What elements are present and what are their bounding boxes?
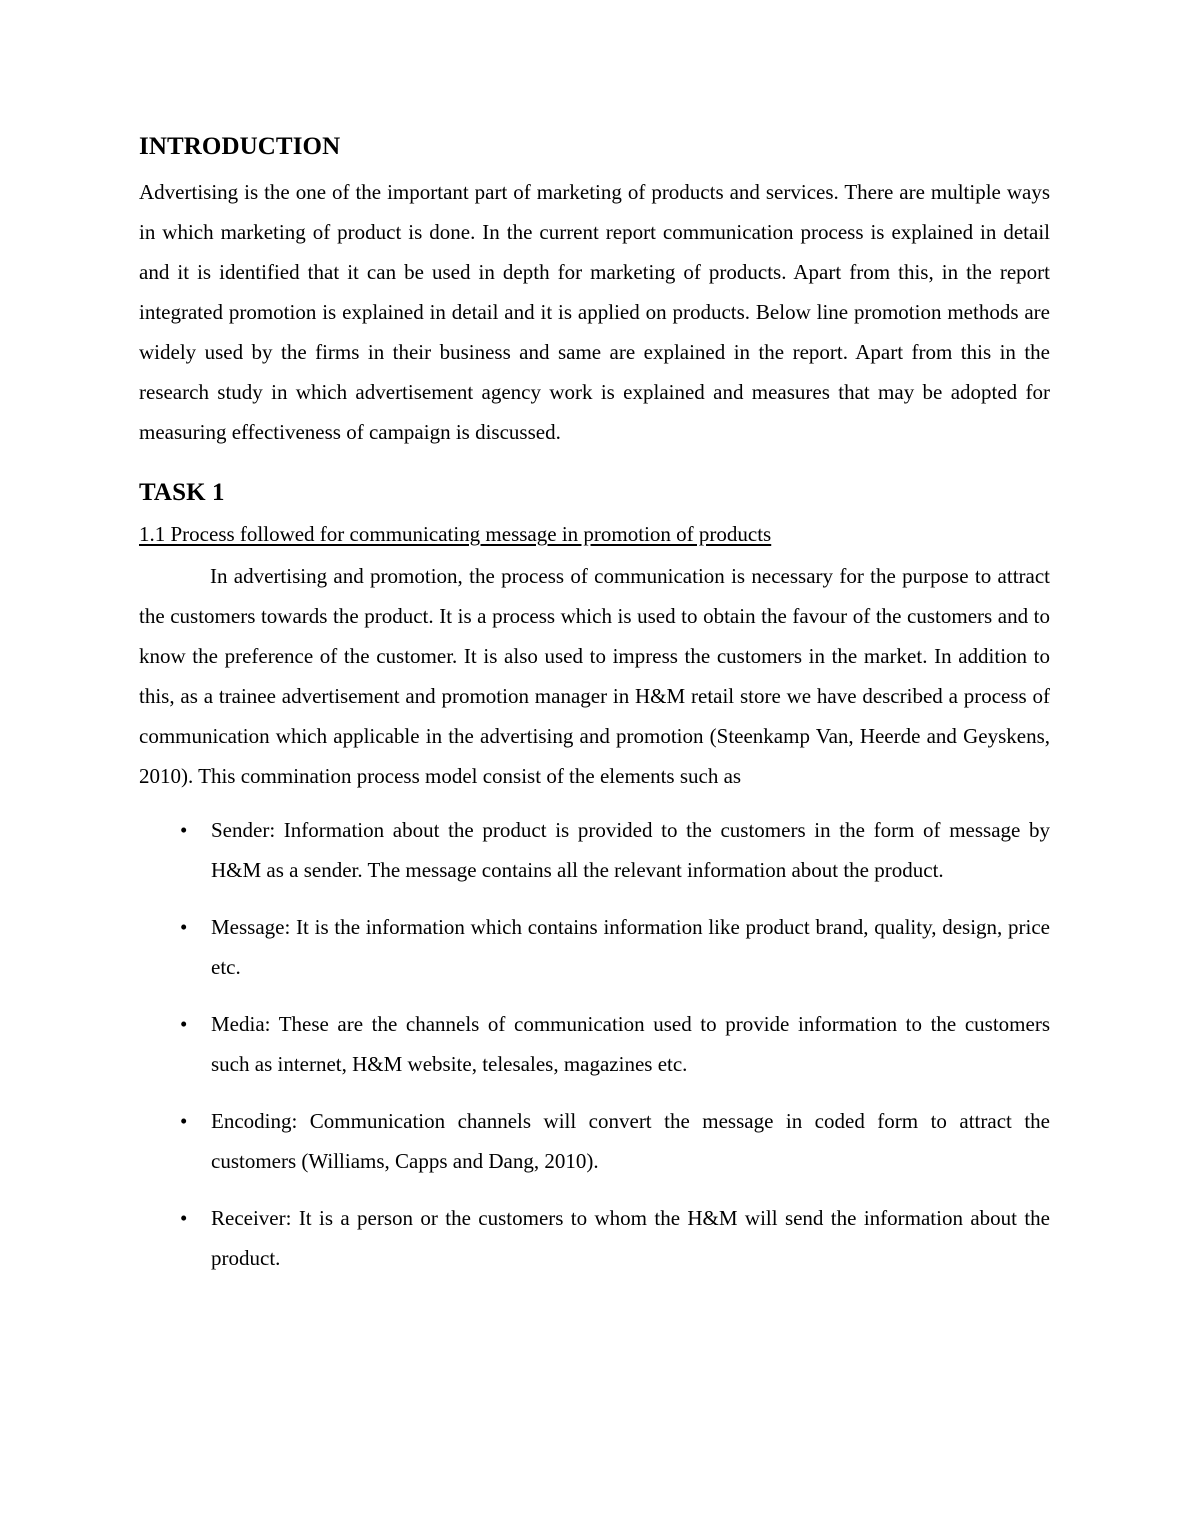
list-item — [139, 907, 1050, 987]
bullet-point-icon: • — [180, 818, 188, 842]
bullet-point-icon: • — [180, 1012, 188, 1036]
list-item — [139, 1198, 1050, 1278]
list-item — [139, 1004, 1050, 1084]
task1-heading: TASK 1 — [139, 479, 225, 506]
list-item — [139, 810, 1050, 890]
bullet-point-icon: • — [180, 1109, 188, 1133]
task1-subheading — [139, 520, 1050, 548]
list-item-text: Encoding: Communication channels will convert the message in coded form to attract the customers (Williams, Capps and Dang, 2010). — [211, 1109, 1050, 1173]
list-item-text: Receiver: It is a person or the customers to whom the H&M will send the information about the product. — [211, 1206, 1050, 1270]
task1-paragraph: In advertising and promotion, the process of communication is necessary for the purpose to attract the customers towards the product. It is a process which is used to obtain the favour of the customers and to know the preference of the customer. It is also used to impress the customers in the market. In addition to this, as a trainee advertisement and promotion manager in H&M retail store we have described a process of communication which applicable in the advertising and promotion (Steenkamp Van, Heerde and Geyskens, 2010). This commination process model consist of the elements such as — [139, 564, 1050, 788]
list-item-text: Sender: Information about the product is provided to the customers in the form of message by H&M as a sender. The message contains all the relevant information about the product. — [211, 818, 1050, 882]
list-item-text: Message: It is the information which contains information like product brand, quality, design, price etc. — [211, 915, 1050, 979]
introduction-paragraph: Advertising is the one of the important part of marketing of products and services. There are multiple ways in which marketing of product is done. In the current report communication process is explained in detail and it is identified that it can be used in depth for marketing of products. Apart from this, in the report integrated promotion is explained in detail and it is applied on products. Below line promotion methods are widely used by the firms in their business and same are explained in the report. Apart from this in the research study in which advertisement agency work is explained and measures that may be adopted for measuring effectiveness of campaign is discussed. — [139, 180, 1050, 444]
communication-elements-list — [139, 810, 1050, 1278]
bullet-point-icon: • — [180, 915, 188, 939]
list-item-text: Media: These are the channels of communication used to provide information to the customers such as internet, H&M website, telesales, magazines etc. — [211, 1012, 1050, 1076]
bullet-point-icon: • — [180, 1206, 188, 1230]
list-item — [139, 1101, 1050, 1181]
document-body — [139, 132, 1050, 1278]
task1-subheading-text: 1.1 Process followed for communicating message in promotion of products — [139, 522, 772, 546]
introduction-heading: INTRODUCTION — [139, 133, 341, 160]
